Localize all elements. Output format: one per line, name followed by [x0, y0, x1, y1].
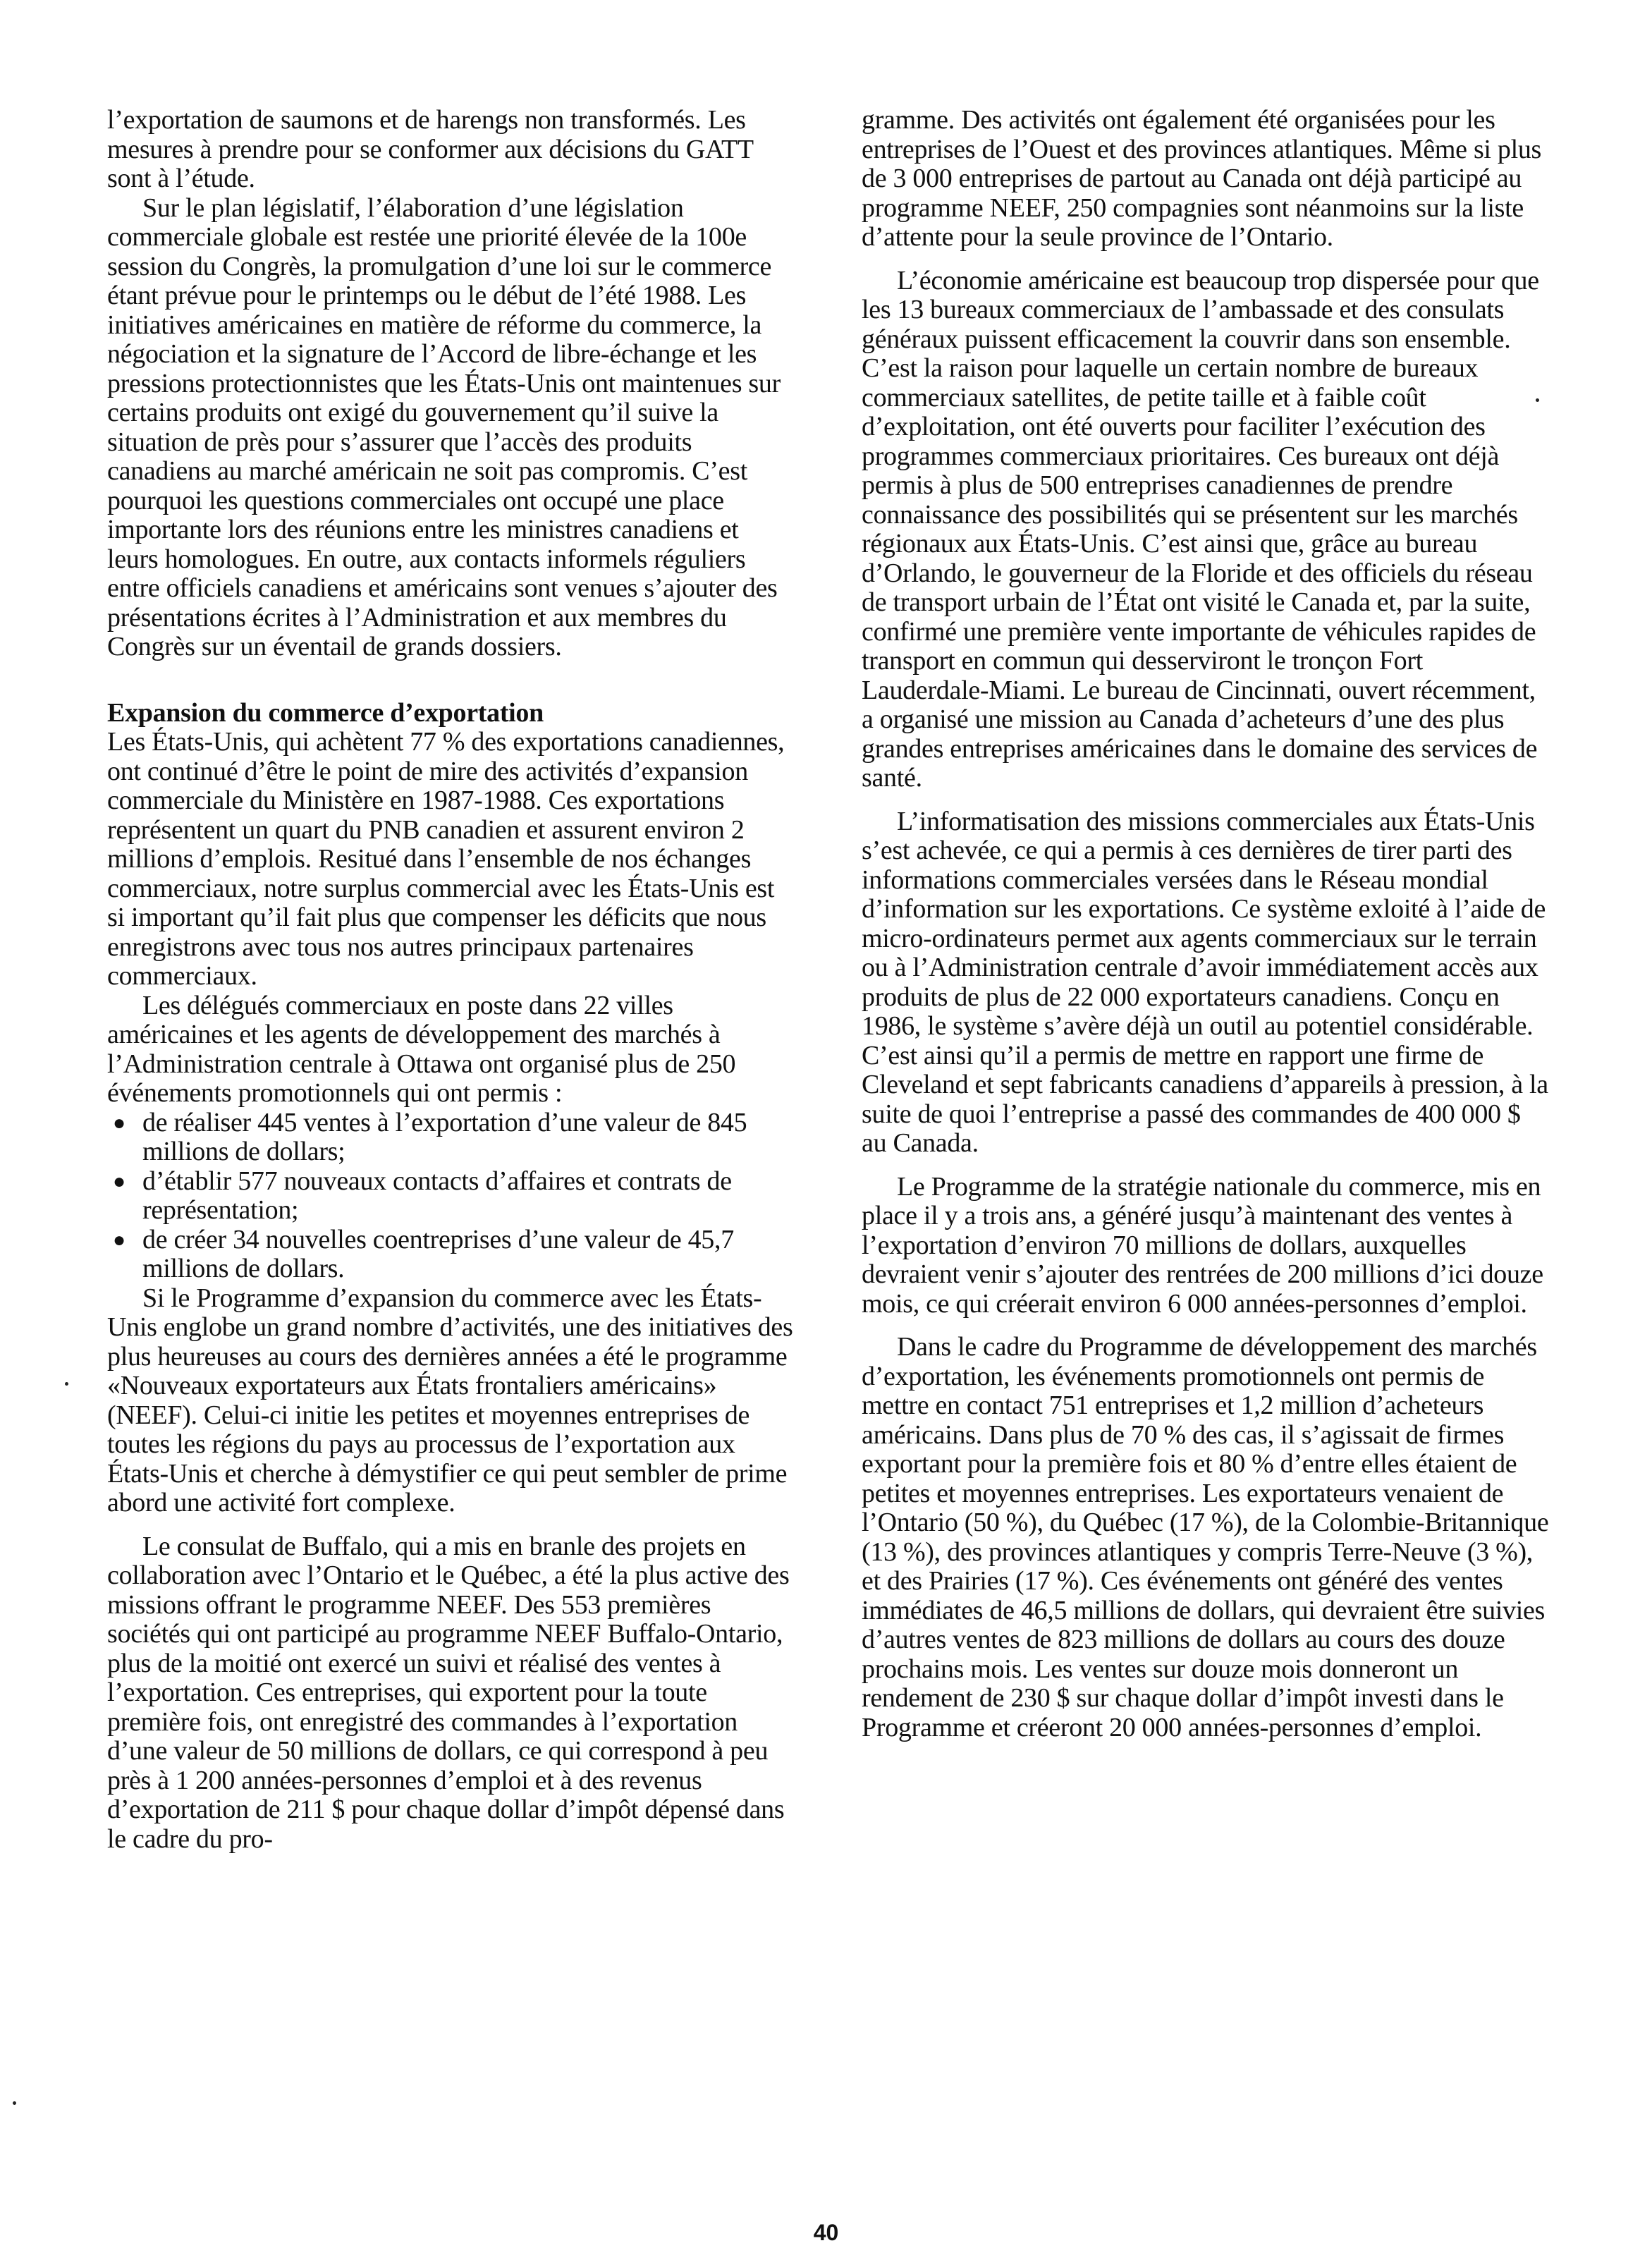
bullet-item-2 — [107, 1167, 795, 1226]
left-paragraph-4: Les délégués commerciaux en poste dans 22 villes américaines et les agents de développement des marchés à l’Administration centrale à Ottawa ont organisé plus de 250 événements promotionnels qui ont permis : — [107, 990, 736, 1108]
left-paragraph-6: Le consulat de Buffalo, qui a mis en branle des projets en collaboration avec l’Ontario et le Québec, a été la plus active des missions offrant le programme NEEF. Des 553 premières sociétés qui ont participé au programme NEEF Buffalo-Ontario, plus de la moitié ont exercé un suivi et réalisé des ventes à l’exportation. Ces entreprises, qui exportent pour la toute première fois, ont enregistré des commandes à l’exportation d’une valeur de 50 millions de dollars, ce qui correspond à peu près à 1 200 années-personnes d’emploi et à des revenus d’exportation de 211 $ pour chaque dollar d’impôt dépensé dans le cadre du pro- — [107, 1531, 790, 1854]
scan-speck — [65, 1382, 68, 1386]
left-paragraph-2: Sur le plan législatif, l’élaboration d’une législation commerciale globale est restée une priorité élevée de la 100e session du Congrès, la promulgation d’une loi sur le commerce étant prévue pour le printemps ou le début de l’été 1988. Les initiatives américaines en matière de réforme du commerce, la négociation et la signature de l’Accord de libre-échange et les pressions protectionnistes que les États-Unis ont maintenues sur certains produits ont exigé du gouvernement qu’il suive la situation de près pour s’assurer que l’accès des produits canadiens au marché américain ne soit pas compromis. C’est pourquoi les questions commerciales ont occupé une place importante lors des réunions entre les ministres canadiens et leurs homologues. En outre, aux contacts informels réguliers entre officiels canadiens et américains sont venues s’ajouter des présentations écrites à l’Administration et aux membres du Congrès sur un éventail de grands dossiers. — [107, 193, 781, 661]
right-paragraph-1: gramme. Des activités ont également été organisées pour les entreprises de l’Ouest et des provinces atlantiques. Même si plus de 3 000 entreprises de partout au Canada ont déjà participé au programme NEEF, 250 compagnies sont néanmoins sur la liste d’attente pour la seule province de l’Ontario. — [862, 105, 1542, 252]
left-paragraph-5: Si le Programme d’expansion du commerce avec les États-Unis englobe un grand nombre d’activités, une des initiatives des plus heureuses au cours des dernières années a été le programme «Nouveaux exportateurs aux États frontaliers américains» (NEEF). Celui-ci initie les petites et moyennes entreprises de toutes les régions du pays au processus de l’exportation aux États-Unis et cherche à démystifier ce qui peut sembler de prime abord une activité fort complexe. — [107, 1283, 793, 1517]
right-paragraph-3: L’informatisation des missions commerciales aux États-Unis s’est achevée, ce qui a permis à ces dernières de tirer parti des informations commerciales versées dans le Réseau mondial d’information sur les exportations. Ce système exloité à l’aide de micro-ordinateurs permet aux agents commerciaux sur le terrain ou à l’Administration centrale d’avoir immédiatement accès aux produits de plus de 22 000 exportateurs canadiens. Conçu en 1986, le système s’avère déjà un outil au potentiel considérable. C’est ainsi qu’il a permis de mettre en rapport une firme de Cleveland et sept fabricants canadiens d’appareils à pression, à la suite de quoi l’entreprise a passé des commandes de 400 000 $ au Canada. — [862, 806, 1548, 1158]
bullet-icon: ● — [113, 1111, 126, 1135]
bullet-text-1: de réaliser 445 ventes à l’exportation d’une valeur de 845 millions de dollars; — [142, 1107, 747, 1166]
bullet-text-2: d’établir 577 nouveaux contacts d’affaires et contrats de représentation; — [142, 1166, 732, 1225]
left-column — [107, 106, 795, 1854]
scan-speck — [1536, 398, 1539, 402]
bullet-icon: ● — [113, 1169, 126, 1193]
scan-speck — [13, 2101, 16, 2105]
bullet-item-3 — [107, 1226, 795, 1284]
right-column — [862, 106, 1549, 1742]
right-paragraph-2: L’économie américaine est beaucoup trop dispersée pour que les 13 bureaux commerciaux de l’ambassade et des consulats généraux puissent efficacement la couvrir dans son ensemble. C’est la raison pour laquelle un certain nombre de bureaux commerciaux satellites, de petite taille et à faible coût d’exploitation, ont été ouverts pour faciliter l’exécution des programmes commerciaux prioritaires. Ces bureaux ont déjà permis à plus de 500 entreprises canadiennes de prendre connaissance des possibilités qui se présentent sur les marchés régionaux aux États-Unis. C’est ainsi que, grâce au bureau d’Orlando, le gouverneur de la Floride et des officiels du réseau de transport urbain de l’État ont visité le Canada et, par la suite, confirmé une première vente importante de véhicules rapides de transport en commun qui desserviront le tronçon Fort Lauderdale-Miami. Le bureau de Cincinnati, ouvert récemment, a organisé une mission au Canada d’acheteurs d’une des plus grandes entreprises américaines dans le domaine des services de santé. — [862, 265, 1539, 793]
bullet-text-3: de créer 34 nouvelles coentreprises d’une valeur de 45,7 millions de dollars. — [142, 1224, 734, 1283]
left-paragraph-3: Les États-Unis, qui achètent 77 % des exportations canadiennes, ont continué d’être le point de mire des activités d’expansion commerciale du Ministère en 1987-1988. Ces exportations représentent un quart du PNB canadien et assurent environ 2 millions d’emplois. Resitué dans l’ensemble de nos échanges commerciaux, notre surplus commercial avec les États-Unis est si important qu’il fait plus que compenser les déficits que nous enregistrons avec tous nos autres principaux partenaires commerciaux. — [107, 727, 785, 991]
section-heading: Expansion du commerce d’exportation — [107, 697, 544, 728]
bullet-icon: ● — [113, 1228, 126, 1252]
right-paragraph-5: Dans le cadre du Programme de développement des marchés d’exportation, les événements promotionnels ont permis de mettre en contact 751 entreprises et 1,2 million d’acheteurs américains. Dans plus de 70 % des cas, il s’agissait de firmes exportant pour la première fois et 80 % d’entre elles étaient de petites et moyennes entreprises. Les exportateurs venaient de l’Ontario (50 %), du Québec (17 %), de la Colombie-Britannique (13 %), des provinces atlantiques y compris Terre-Neuve (3 %), et des Prairies (17 %). Ces événements ont généré des ventes immédiates de 46,5 millions de dollars, qui devraient être suivies d’autres ventes de 823 millions de dollars au cours des douze prochains mois. Les ventes sur douze mois donneront un rendement de 230 $ sur chaque dollar d’impôt investi dans le Programme et créeront 20 000 années-personnes d’emploi. — [862, 1332, 1549, 1742]
bullet-list — [107, 1108, 795, 1284]
right-paragraph-4: Le Programme de la stratégie nationale du commerce, mis en place il y a trois ans, a généré jusqu’à maintenant des ventes à l’exportation d’environ 70 millions de dollars, auxquelles devraient venir s’ajouter des rentrées de 200 millions d’ici douze mois, ce qui créerait environ 6 000 années-personnes d’emploi. — [862, 1171, 1543, 1319]
page-number: 40 — [813, 2220, 839, 2245]
bullet-item-1 — [107, 1108, 795, 1167]
left-paragraph-1: l’exportation de saumons et de harengs non transformés. Les mesures à prendre pour se conformer aux décisions du GATT sont à l’étude. — [107, 105, 754, 193]
